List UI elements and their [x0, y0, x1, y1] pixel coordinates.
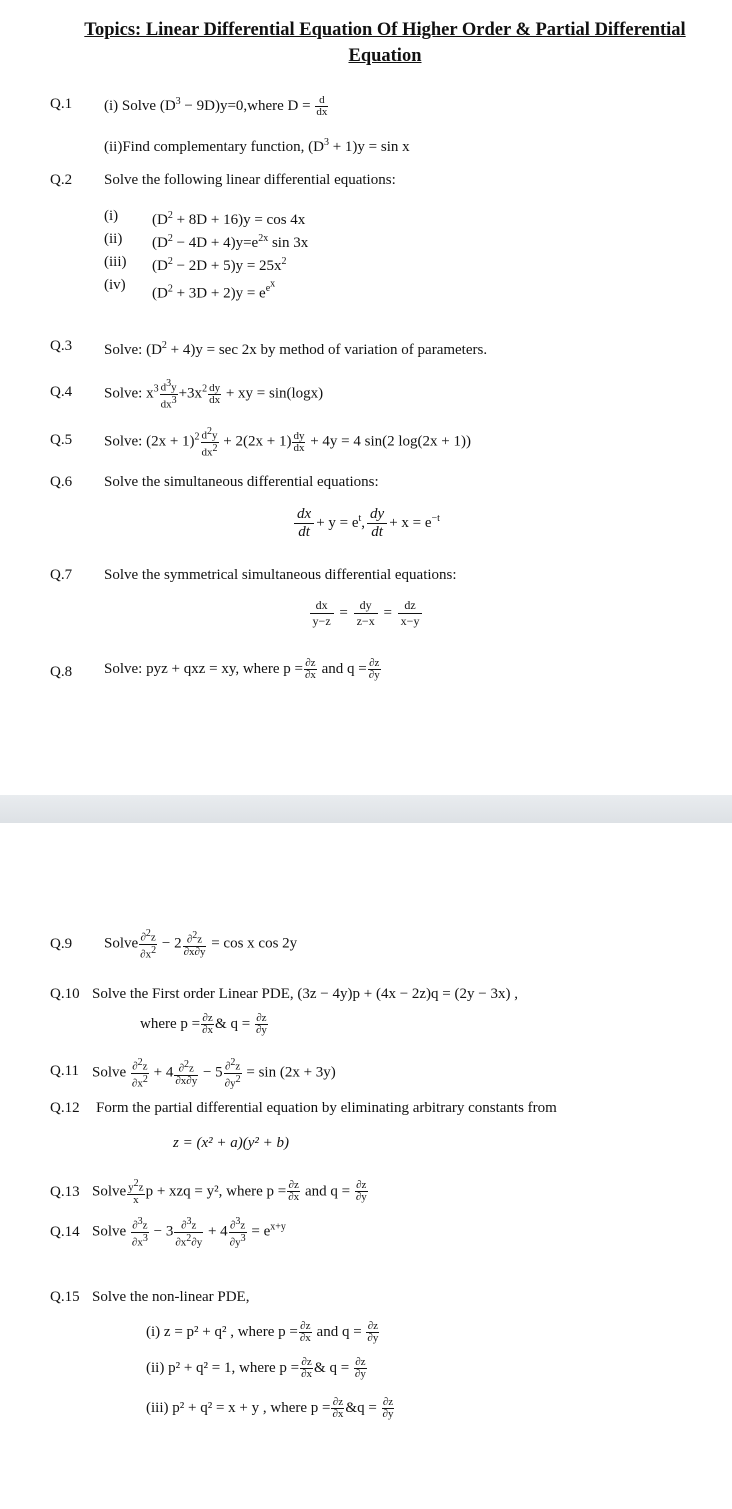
q2-text: Solve the following linear differential equations:	[104, 172, 396, 188]
q4-text: Solve: $x^3$ $\frac{d^3y}{dx^3}$ $+3x^2$ $\frac{dy}{dx}$ + xy = sin(logx)	[104, 378, 324, 411]
q11-number: Q.11	[50, 1063, 80, 1079]
page-2	[0, 823, 732, 1509]
q2-number: Q.2	[50, 172, 73, 188]
q15-text: Solve the non-linear PDE,	[92, 1289, 250, 1305]
title-line-1: Topics: Linear Differential Equation Of Higher Order & Partial Differential	[84, 20, 686, 40]
q11-text: Solve $\frac{\partial^2z}{\partial x^2}$ + 4 $\frac{\partial^2z}{\partial x\partial y}$ − 5 $\frac{\partial^2z}{\partial y^2}$ = sin (2x + 3y)	[92, 1057, 336, 1090]
q9-text: Solve $\frac{\partial^2z}{\partial x^2}$ − 2 $\frac{\partial^2z}{\partial x\partial y}$ = cos x cos 2y	[104, 928, 298, 961]
q6-text: Solve the simultaneous differential equations:	[104, 474, 379, 490]
q13-text: Solve $\frac{y^2z}{x}$ p + xzq = y², where p = $\frac{\partial z}{\partial x}$ and q = $\frac{\partial z}{\partial y}$	[92, 1178, 367, 1206]
q3-text: Solve: $(D^2 + 4)y = \sec 2x$ by method of variation of parameters.	[104, 340, 488, 358]
q6-number: Q.6	[50, 474, 73, 490]
q15-part-i: (i) z = p² + q² , where p = $\frac{\partial z}{\partial x}$ and q = $\frac{\partial z}{\partial y}$	[146, 1320, 379, 1344]
q15-number: Q.15	[50, 1289, 80, 1305]
q12-text: Form the partial differential equation by eliminating arbitrary constants from	[96, 1100, 557, 1116]
q10-where: where p = $\frac{\partial z}{\partial x}$ & q = $\frac{\partial z}{\partial y}$	[140, 1012, 267, 1036]
title-line-2: Equation	[348, 46, 422, 66]
q14-number: Q.14	[50, 1224, 80, 1240]
page-separator	[0, 795, 732, 823]
q7-number: Q.7	[50, 567, 73, 583]
q12-number: Q.12	[50, 1100, 80, 1116]
page-1: Topics: Linear Differential Equation Of Higher Order & Partial Differential Equation Q.1 (i) Solve ($D^3$ − 9D)y=0,where D = $\frac{d}{dx}$ (ii)Find complementary function, $(D^3 + 1)y = \sin x$ Q.2 Solve the following linear differential equations: (i) $(D^2 + 8D + 16)y = \cos 4x$ (ii) $(D^2 - 4D + 4)y=e^{2x}$ sin 3x (iii) $(D^2 - 2D + 5)y = 25x^2$ (iv) $(D^2 + 3D + 2)y = e^{e^x}$ Q.3 Solve: $(D^2 + 4)y = \sec 2x$ by method of variation of parameters. Q.4 Solve: $x^3$ $\frac{d^3y}{dx^3}$ $+3x^2$ $\frac{dy}{dx}$ + xy = sin(logx) Q.5 Solve: $(2x + 1)^2$ $\frac{d^2y}{dx^2}$ + 2(2x + 1) $\frac{dy}{dx}$ + 4y = 4 sin(2 log(2x + 1)) Q.6 Solve the simultaneous differential equations: $\frac{dx}{dt}$ + $y = e^t$, $\frac{dy}{dt}$ + $x = e^{-t}$ Q.7 Solve the symmetrical simultaneous differential equations: $\frac{dx}{y-z}$ = $\frac{dy}{z-x}$ = $\frac{dz}{x-y}$ Q.8 Solve: pyz + qxz = xy, where p = $\frac{\partial z}{\partial x}$ and q = $\frac{\partial z}{\partial y}$	[0, 0, 732, 795]
q8-text: Solve: pyz + qxz = xy, where p = $\frac{\partial z}{\partial x}$ and q = $\frac{\partial z}{\partial y}$	[104, 657, 380, 681]
q10-number: Q.10	[50, 986, 80, 1002]
q15-part-ii: (ii) p² + q² = 1, where p = $\frac{\partial z}{\partial x}$ & q = $\frac{\partial z}{\partial y}$	[146, 1356, 366, 1380]
q12-equation: z = (x² + a)(y² + b)	[173, 1135, 289, 1151]
q3-number: Q.3	[50, 338, 73, 354]
q1-part-i: (i) Solve ($D^3$ − 9D)y=0,where D = $\frac{d}{dx}$	[104, 94, 328, 119]
q6-equation: $\frac{dx}{dt}$ + $y = e^t$, $\frac{dy}{dt}$ + $x = e^{-t}$	[0, 506, 732, 541]
q4-number: Q.4	[50, 384, 73, 400]
q1-number: Q.1	[50, 96, 73, 112]
q13-number: Q.13	[50, 1184, 80, 1200]
q8-number: Q.8	[50, 664, 73, 680]
q14-text: Solve $\frac{\partial^3z}{\partial x^3}$ − 3 $\frac{\partial^3z}{\partial x^2\partial y}$ + 4 $\frac{\partial^3z}{\partial y^3}$ = $e^{x+y}$	[92, 1216, 286, 1249]
q15-part-iii: (iii) p² + q² = x + y , where p = $\frac{\partial z}{\partial x}$ &q = $\frac{\partial z}{\partial y}$	[146, 1396, 394, 1420]
q7-text: Solve the symmetrical simultaneous differential equations:	[104, 567, 457, 583]
q1-part-ii: (ii)Find complementary function, $(D^3 + 1)y = \sin x$	[104, 137, 410, 155]
q9-number: Q.9	[50, 936, 73, 952]
q10-text: Solve the First order Linear PDE, (3z − 4y)p + (4x − 2z)q = (2y − 3x) ,	[92, 986, 518, 1002]
q7-equation: $\frac{dx}{y-z}$ = $\frac{dy}{z-x}$ = $\frac{dz}{x-y}$	[0, 598, 732, 629]
q5-text: Solve: $(2x + 1)^2$ $\frac{d^2y}{dx^2}$ + 2(2x + 1) $\frac{dy}{dx}$ + 4y = 4 sin(2 log(2x + 1))	[104, 426, 471, 459]
q5-number: Q.5	[50, 432, 73, 448]
